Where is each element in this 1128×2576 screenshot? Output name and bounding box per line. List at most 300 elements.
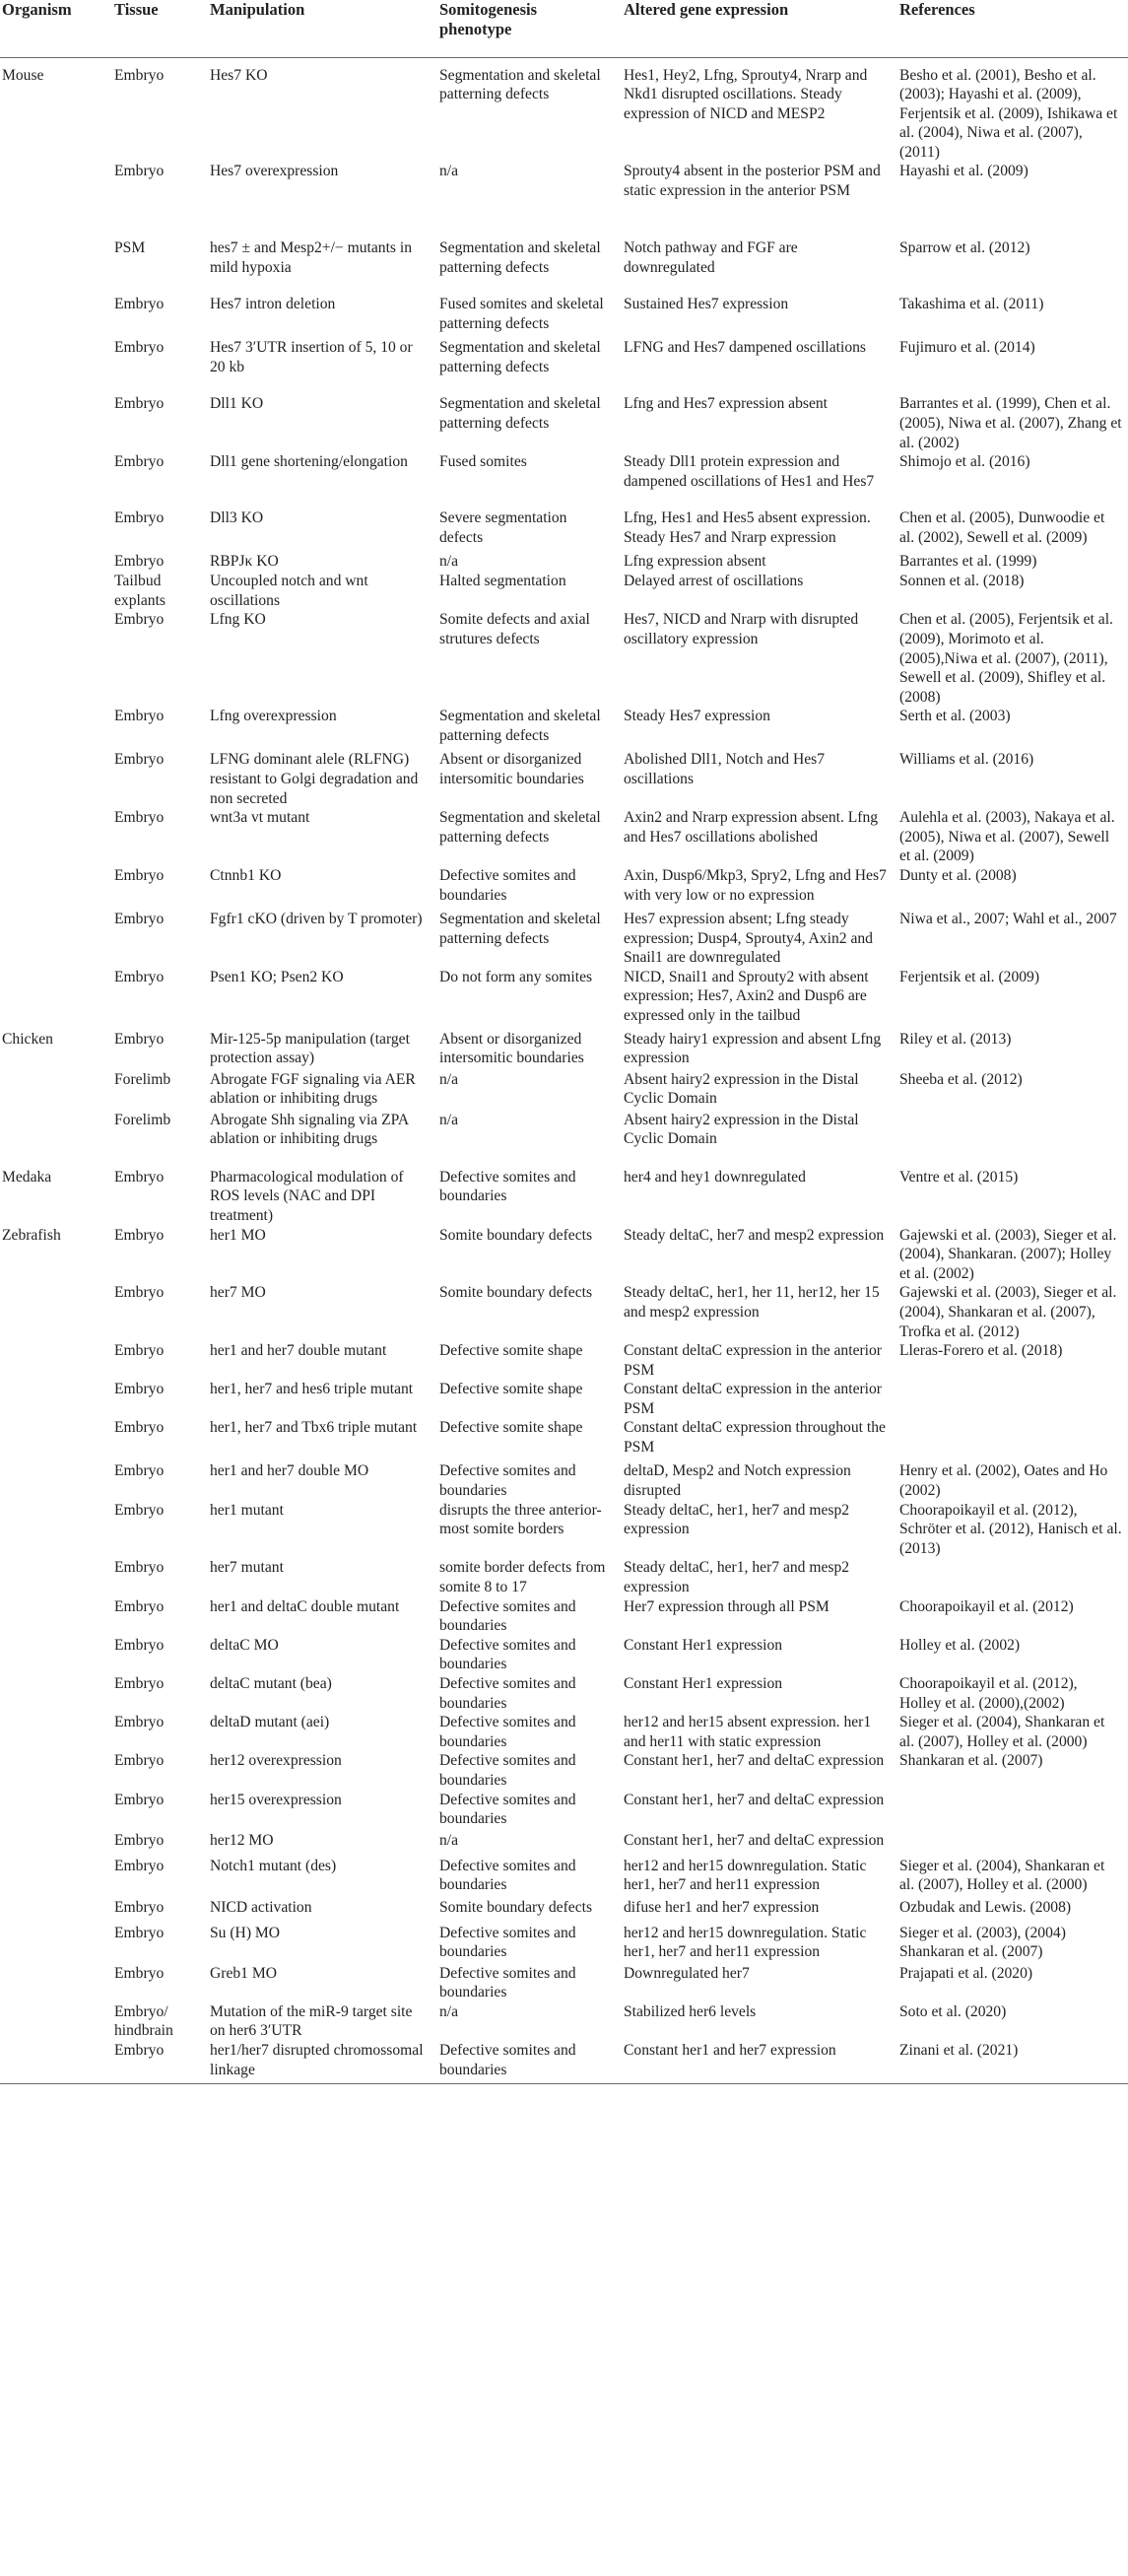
cell-references: Barrantes et al. (1999), Chen et al. (2005), Niwa et al. (2007), Zhang et al. (2002): [899, 395, 1122, 451]
cell-manipulation: her1, her7 and Tbx6 triple mutant: [210, 1419, 418, 1437]
cell-manipulation: her7 MO: [210, 1284, 266, 1302]
cell-manipulation: Dll1 gene shortening/elongation: [210, 453, 408, 471]
cell-references: Fujimuro et al. (2014): [899, 339, 1035, 357]
table-row: [0, 1857, 1128, 1898]
cell-organism: [0, 1341, 108, 1380]
table-row: [0, 1111, 1128, 1168]
cell-tissue: Embryo: [114, 453, 165, 471]
table-row: [0, 866, 1128, 910]
cell-phenotype: Defective somites and boundaries: [439, 1675, 576, 1712]
cell-expression: Steady deltaC, her1, her 11, her12, her 15 and mesp2 expression: [624, 1284, 880, 1321]
cell-expression: Constant Her1 expression: [624, 1675, 783, 1692]
cell-tissue: Embryo: [114, 1226, 165, 1244]
cell-manipulation: Hes7 overexpression: [210, 163, 339, 180]
cell-phenotype: n/a: [439, 1070, 459, 1088]
cell-references: Lleras-Forero et al. (2018): [899, 1342, 1063, 1360]
cell-expression: Axin2 and Nrarp expression absent. Lfng and Hes7 oscillations abolished: [624, 809, 879, 846]
table-row: [0, 1674, 1128, 1713]
table-row: [0, 1380, 1128, 1418]
cell-phenotype: Defective somite shape: [439, 1419, 583, 1437]
table-row: [0, 1791, 1128, 1831]
cell-tissue: Embryo: [114, 1462, 165, 1480]
cell-expression: Sustained Hes7 expression: [624, 296, 789, 313]
table-row: [0, 1713, 1128, 1751]
cell-manipulation: Abrogate FGF signaling via AER ablation or inhibiting drugs: [210, 1070, 416, 1108]
cell-tissue: Embryo: [114, 1168, 165, 1186]
table-row: [0, 1751, 1128, 1790]
cell-manipulation: Greb1 MO: [210, 1964, 277, 1982]
cell-manipulation: deltaD mutant (aei): [210, 1714, 330, 1731]
table-row: [0, 1070, 1128, 1111]
cell-references: Choorapoikayil et al. (2012), Schröter et al. (2012), Hanisch et al. (2013): [899, 1501, 1122, 1557]
cell-expression: Constant deltaC expression throughout the PSM: [624, 1419, 886, 1457]
cell-organism: [0, 1597, 108, 1636]
cell-references: [894, 1418, 1128, 1461]
cell-tissue: Forelimb: [114, 1070, 171, 1088]
table-row: [0, 1924, 1128, 1964]
table-row: [0, 1501, 1128, 1559]
cell-expression: Steady Dll1 protein expression and dampened oscillations of Hes1 and Hes7: [624, 453, 875, 490]
cell-phenotype: Defective somites and boundaries: [439, 1857, 576, 1894]
cell-expression: Downregulated her7: [624, 1964, 750, 1982]
cell-tissue: Embryo: [114, 611, 165, 629]
cell-phenotype: Segmentation and skeletal patterning defects: [439, 809, 601, 846]
cell-expression: Steady deltaC, her1, her7 and mesp2 expression: [624, 1501, 850, 1538]
cell-phenotype: Defective somites and boundaries: [439, 866, 576, 904]
cell-references: Sheeba et al. (2012): [899, 1070, 1023, 1088]
cell-expression: Sprouty4 absent in the posterior PSM and static expression in the anterior PSM: [624, 163, 881, 200]
cell-organism: [0, 1380, 108, 1418]
cell-phenotype: Segmentation and skeletal patterning defects: [439, 708, 601, 744]
table-row: [0, 394, 1128, 452]
cell-tissue: Embryo: [114, 1857, 165, 1874]
cell-expression: her12 and her15 absent expression. her1 and her11 with static expression: [624, 1714, 872, 1750]
cell-references: Shimojo et al. (2016): [899, 453, 1030, 471]
cell-manipulation: Lfng KO: [210, 611, 266, 629]
cell-organism: [0, 866, 108, 910]
cell-manipulation: Lfng overexpression: [210, 708, 337, 725]
header-tissue: Tissue: [108, 0, 204, 57]
cell-manipulation: Abrogate Shh signaling via ZPA ablation or inhibiting drugs: [210, 1111, 409, 1148]
cell-manipulation: her12 overexpression: [210, 1752, 342, 1770]
cell-manipulation: her1 mutant: [210, 1501, 284, 1519]
cell-references: Aulehla et al. (2003), Nakaya et al. (2005), Niwa et al. (2007), Sewell et al. (2009): [899, 809, 1115, 865]
cell-expression: Hes7 expression absent; Lfng steady expression; Dusp4, Sprouty4, Axin2 and Snail1 are downregulated: [624, 910, 873, 967]
cell-tissue: Embryo: [114, 1675, 165, 1692]
cell-organism: [0, 1857, 108, 1898]
cell-references: Zinani et al. (2021): [894, 2041, 1128, 2084]
cell-references: Chen et al. (2005), Ferjentsik et al. (2009), Morimoto et al. (2005),Niwa et al. (2007), (2011), Sewell et al. (2009), Shifley et al. (2008): [899, 611, 1113, 706]
cell-tissue: Embryo: [114, 1559, 165, 1577]
table-row: [0, 572, 1128, 610]
cell-expression: Absent hairy2 expression in the Distal Cyclic Domain: [624, 1070, 859, 1108]
cell-manipulation: Hes7 KO: [210, 66, 268, 84]
cell-organism: [0, 808, 108, 866]
table-row: [0, 1341, 1128, 1380]
cell-organism: Chicken: [2, 1030, 53, 1048]
cell-tissue: Embryo: [114, 1714, 165, 1731]
cell-organism: [0, 968, 108, 1030]
cell-tissue: Tailbud explants: [114, 573, 166, 609]
cell-organism: [0, 394, 108, 452]
cell-expression: her12 and her15 downregulation. Static her1, her7 and her11 expression: [624, 1857, 867, 1894]
cell-tissue: Embryo: [114, 910, 165, 927]
table-row: [0, 238, 1128, 295]
cell-organism: [0, 1751, 108, 1790]
cell-organism: [0, 2002, 108, 2041]
cell-manipulation: her15 overexpression: [210, 1791, 342, 1808]
cell-manipulation: her1 and her7 double mutant: [210, 1342, 387, 1360]
cell-references: [894, 1831, 1128, 1857]
cell-tissue: Embryo: [114, 1419, 165, 1437]
cell-tissue: Embryo: [114, 296, 165, 313]
cell-phenotype: Somite boundary defects: [439, 1226, 593, 1244]
cell-manipulation: Su (H) MO: [210, 1924, 281, 1941]
cell-references: Niwa et al., 2007; Wahl et al., 2007: [899, 910, 1117, 927]
cell-references: Serth et al. (2003): [899, 708, 1011, 725]
cell-tissue: Embryo: [114, 751, 165, 769]
cell-organism: [0, 1964, 108, 2002]
cell-manipulation: deltaC mutant (bea): [210, 1675, 332, 1692]
table-row: [0, 1558, 1128, 1596]
cell-organism: [0, 162, 108, 238]
cell-manipulation: Ctnnb1 KO: [210, 866, 282, 884]
cell-organism: [0, 910, 108, 968]
cell-phenotype: Defective somites and boundaries: [439, 1714, 576, 1750]
cell-phenotype: Defective somites and boundaries: [439, 1462, 576, 1500]
header-manipulation: Manipulation: [204, 0, 433, 57]
table-row: [0, 57, 1128, 162]
cell-manipulation: her1, her7 and hes6 triple mutant: [210, 1381, 414, 1398]
cell-phenotype: n/a: [439, 1831, 459, 1849]
table-row: [0, 750, 1128, 808]
cell-organism: [0, 1418, 108, 1461]
cell-references: Takashima et al. (2011): [899, 296, 1044, 313]
cell-tissue: Embryo: [114, 1381, 165, 1398]
cell-organism: [0, 508, 108, 552]
table-row: [0, 1636, 1128, 1674]
cell-organism: Medaka: [2, 1168, 52, 1186]
cell-expression: Hes7, NICD and Nrarp with disrupted oscillatory expression: [624, 611, 859, 648]
cell-references: Sieger et al. (2004), Shankaran et al. (2007), Holley et al. (2000): [899, 1857, 1105, 1894]
cell-expression: Her7 expression through all PSM: [624, 1597, 829, 1615]
cell-manipulation: wnt3a vt mutant: [210, 809, 310, 827]
cell-manipulation: Fgfr1 cKO (driven by T promoter): [210, 910, 423, 927]
cell-references: Sieger et al. (2003), (2004) Shankaran et al. (2007): [899, 1924, 1066, 1961]
cell-manipulation: Hes7 3′UTR insertion of 5, 10 or 20 kb: [210, 339, 413, 376]
cell-expression: Constant her1 and her7 expression: [618, 2041, 894, 2084]
cell-references: Holley et al. (2002): [899, 1636, 1021, 1654]
cell-tissue: Embryo: [114, 1752, 165, 1770]
cell-references: Sparrow et al. (2012): [899, 239, 1030, 257]
table-row: [0, 1168, 1128, 1226]
table-row: [0, 1831, 1128, 1857]
cell-organism: [0, 1461, 108, 1500]
cell-phenotype: somite border defects from somite 8 to 17: [439, 1559, 606, 1596]
cell-references: Ferjentsik et al. (2009): [899, 968, 1040, 985]
cell-phenotype: Severe segmentation defects: [439, 509, 567, 546]
table-row: [0, 707, 1128, 750]
cell-organism: [0, 1924, 108, 1964]
header-references: References: [894, 0, 1128, 57]
cell-phenotype: Defective somites and boundaries: [439, 1964, 576, 2001]
cell-expression: Constant her1, her7 and deltaC expression: [624, 1791, 885, 1808]
cell-expression: her4 and hey1 downregulated: [624, 1168, 806, 1186]
cell-tissue: Embryo: [114, 553, 165, 571]
cell-organism: Mouse: [2, 66, 44, 84]
cell-organism: [0, 1283, 108, 1341]
cell-phenotype: Segmentation and skeletal patterning defects: [439, 395, 601, 433]
cell-manipulation: Psen1 KO; Psen2 KO: [210, 968, 344, 985]
table-row: [0, 1226, 1128, 1284]
cell-phenotype: Defective somites and boundaries: [439, 1791, 576, 1828]
cell-expression: Abolished Dll1, Notch and Hes7 oscillations: [624, 751, 825, 787]
cell-phenotype: Segmentation and skeletal patterning defects: [439, 910, 601, 947]
cell-organism: [0, 1501, 108, 1559]
cell-tissue: Embryo: [114, 1501, 165, 1519]
cell-phenotype: Defective somites and boundaries: [439, 1597, 576, 1635]
cell-expression: Lfng expression absent: [624, 553, 766, 571]
cell-manipulation: Dll3 KO: [210, 509, 264, 527]
cell-tissue: Embryo: [114, 1284, 165, 1302]
cell-references: Henry et al. (2002), Oates and Ho (2002): [899, 1462, 1108, 1500]
cell-expression: LFNG and Hes7 dampened oscillations: [624, 339, 866, 357]
cell-tissue: Embryo: [114, 1964, 165, 1982]
cell-organism: [0, 452, 108, 508]
cell-expression: Stabilized her6 levels: [624, 2002, 757, 2020]
header-phenotype: Somitogenesis phenotype: [433, 0, 618, 57]
cell-tissue: Embryo: [114, 509, 165, 527]
cell-phenotype: Absent or disorganized intersomitic boundaries: [439, 1030, 584, 1067]
cell-organism: [0, 1636, 108, 1674]
cell-organism: [0, 295, 108, 338]
cell-manipulation: NICD activation: [210, 1898, 312, 1916]
cell-references: Gajewski et al. (2003), Sieger et al. (2004), Shankaran. (2007); Holley et al. (2002): [899, 1226, 1117, 1282]
cell-tissue: Embryo: [114, 1636, 165, 1654]
cell-phenotype: Defective somite shape: [439, 1381, 583, 1398]
cell-phenotype: Fused somites: [439, 453, 527, 471]
cell-phenotype: Halted segmentation: [439, 573, 566, 590]
table-body: [0, 57, 1128, 2084]
cell-expression: deltaD, Mesp2 and Notch expression disrupted: [624, 1462, 851, 1500]
cell-organism: [0, 1713, 108, 1751]
cell-references: [894, 1111, 1128, 1168]
cell-manipulation: Pharmacological modulation of ROS levels (NAC and DPI treatment): [210, 1168, 404, 1224]
cell-references: [894, 1791, 1128, 1831]
cell-tissue: Embryo: [114, 339, 165, 357]
cell-organism: [0, 238, 108, 295]
cell-tissue: Embryo: [114, 1030, 165, 1048]
cell-references: Ozbudak and Lewis. (2008): [899, 1898, 1072, 1916]
cell-expression: Notch pathway and FGF are downregulated: [624, 239, 798, 277]
cell-tissue: Embryo: [114, 1791, 165, 1808]
table-row: [0, 968, 1128, 1030]
cell-phenotype: Defective somites and boundaries: [439, 1924, 576, 1961]
cell-organism: [0, 1791, 108, 1831]
cell-organism: [0, 1674, 108, 1713]
cell-references: [894, 1558, 1128, 1596]
cell-expression: Constant her1, her7 and deltaC expression: [624, 1752, 885, 1770]
cell-phenotype: Absent or disorganized intersomitic boundaries: [439, 751, 584, 787]
cell-expression: Constant her1, her7 and deltaC expression: [624, 1831, 885, 1849]
cell-phenotype: Defective somite shape: [439, 1342, 583, 1360]
table-row: [0, 808, 1128, 866]
table-row: [0, 2041, 1128, 2084]
cell-organism: [0, 572, 108, 610]
cell-phenotype: Defective somites and boundaries: [439, 1168, 576, 1205]
cell-tissue: Embryo: [114, 1342, 165, 1360]
cell-references: Williams et al. (2016): [899, 751, 1034, 769]
header-expression: Altered gene expression: [618, 0, 894, 57]
cell-phenotype: Somite boundary defects: [439, 1284, 593, 1302]
cell-expression: NICD, Snail1 and Sprouty2 with absent expression; Hes7, Axin2 and Dusp6 are expressed only in the tailbud: [624, 968, 869, 1024]
cell-expression: Steady Hes7 expression: [624, 708, 770, 725]
cell-organism: [0, 1898, 108, 1924]
cell-phenotype: Somite defects and axial strutures defects: [439, 611, 590, 648]
cell-manipulation: her1 MO: [210, 1226, 266, 1244]
cell-phenotype: n/a: [439, 2002, 459, 2020]
cell-references: [894, 1380, 1128, 1418]
cell-manipulation: her12 MO: [210, 1831, 274, 1849]
cell-expression: Absent hairy2 expression in the Distal Cyclic Domain: [624, 1111, 859, 1148]
cell-manipulation: her1 and her7 double MO: [210, 1462, 369, 1480]
cell-expression: Constant Her1 expression: [624, 1636, 783, 1654]
cell-organism: [0, 1558, 108, 1596]
cell-tissue: Embryo: [114, 1924, 165, 1941]
table-row: [0, 1898, 1128, 1924]
cell-organism: [0, 1070, 108, 1111]
cell-manipulation: Uncoupled notch and wnt oscillations: [210, 573, 368, 609]
cell-tissue: Forelimb: [114, 1111, 171, 1128]
cell-phenotype: Fused somites and skeletal patterning defects: [439, 296, 604, 333]
cell-tissue: Embryo: [114, 708, 165, 725]
table-row: [0, 1597, 1128, 1636]
cell-manipulation: RBPJκ KO: [210, 553, 279, 571]
cell-organism: [0, 552, 108, 572]
cell-tissue: PSM: [114, 239, 146, 257]
table-row: [0, 295, 1128, 338]
table-row: [0, 910, 1128, 968]
cell-expression: Lfng, Hes1 and Hes5 absent expression. Steady Hes7 and Nrarp expression: [624, 509, 871, 546]
table-row: [0, 1283, 1128, 1341]
cell-phenotype: Somite boundary defects: [439, 1898, 593, 1916]
cell-expression: difuse her1 and her7 expression: [624, 1898, 820, 1916]
cell-tissue: Embryo: [114, 968, 165, 985]
cell-references: Riley et al. (2013): [899, 1030, 1012, 1048]
cell-references: Shankaran et al. (2007): [899, 1752, 1043, 1770]
cell-manipulation: Notch1 mutant (des): [210, 1857, 337, 1874]
cell-tissue: Embryo: [114, 66, 165, 84]
cell-references: Sonnen et al. (2018): [899, 573, 1025, 590]
cell-manipulation: LFNG dominant alele (RLFNG) resistant to Golgi degradation and non secreted: [210, 751, 419, 807]
table-row: [0, 1030, 1128, 1070]
cell-organism: [0, 707, 108, 750]
table-row: [0, 1461, 1128, 1500]
cell-tissue: Embryo: [108, 2041, 204, 2084]
cell-organism: [0, 610, 108, 707]
header-row: [0, 0, 1128, 57]
cell-organism: [0, 750, 108, 808]
cell-organism: [0, 338, 108, 394]
table-row: [0, 1418, 1128, 1461]
cell-references: Prajapati et al. (2020): [899, 1964, 1033, 1982]
table-row: [0, 1964, 1128, 2002]
table-row: [0, 452, 1128, 508]
cell-references: Chen et al. (2005), Dunwoodie et al. (2002), Sewell et al. (2009): [899, 509, 1105, 546]
cell-expression: Hes1, Hey2, Lfng, Sprouty4, Nrarp and Nkd1 disrupted oscillations. Steady expression of NICD and MESP2: [624, 66, 868, 122]
cell-organism: [0, 2041, 108, 2084]
cell-manipulation: Hes7 intron deletion: [210, 296, 336, 313]
cell-expression: Lfng and Hes7 expression absent: [624, 395, 828, 413]
cell-phenotype: Defective somites and boundaries: [439, 1752, 576, 1789]
cell-references: Besho et al. (2001), Besho et al. (2003); Hayashi et al. (2009), Ferjentsik et al. (2009), Ishikawa et al. (2004), Niwa et al. (2007), (2011): [899, 66, 1118, 161]
cell-tissue: Embryo: [114, 866, 165, 884]
table-row: [0, 2002, 1128, 2041]
cell-phenotype: Segmentation and skeletal patterning defects: [439, 339, 601, 376]
cell-phenotype: Defective somites and boundaries: [439, 1636, 576, 1673]
cell-tissue: Embryo: [114, 395, 165, 413]
cell-tissue: Embryo/ hindbrain: [114, 2002, 173, 2040]
cell-expression: Axin, Dusp6/Mkp3, Spry2, Lfng and Hes7 with very low or no expression: [624, 866, 887, 904]
cell-expression: Constant deltaC expression in the anterior PSM: [624, 1342, 883, 1379]
cell-organism: [0, 1831, 108, 1857]
cell-tissue: Embryo: [114, 1898, 165, 1916]
cell-manipulation: Mutation of the miR-9 target site on her6 3′UTR: [210, 2002, 413, 2040]
cell-tissue: Embryo: [114, 1597, 165, 1615]
cell-tissue: Embryo: [114, 809, 165, 827]
table-row: [0, 610, 1128, 707]
header-organism: Organism: [0, 0, 108, 57]
cell-references: Gajewski et al. (2003), Sieger et al. (2004), Shankaran et al. (2007), Trofka et al. (2012): [899, 1284, 1117, 1340]
table-row: [0, 552, 1128, 572]
cell-references: Choorapoikayil et al. (2012): [899, 1597, 1074, 1615]
cell-references: Choorapoikayil et al. (2012), Holley et al. (2000),(2002): [899, 1675, 1078, 1712]
cell-manipulation: her1/her7 disrupted chromossomal linkage: [204, 2041, 433, 2084]
cell-manipulation: her1 and deltaC double mutant: [210, 1597, 400, 1615]
table-row: [0, 508, 1128, 552]
cell-references: Sieger et al. (2004), Shankaran et al. (2007), Holley et al. (2000): [899, 1714, 1105, 1750]
cell-phenotype: n/a: [439, 553, 459, 571]
cell-manipulation: her7 mutant: [210, 1559, 284, 1577]
cell-expression: Steady deltaC, her1, her7 and mesp2 expression: [624, 1559, 850, 1596]
cell-phenotype: n/a: [439, 163, 459, 180]
cell-expression: Constant deltaC expression in the anterior PSM: [624, 1381, 883, 1417]
cell-manipulation: Mir-125-5p manipulation (target protection assay): [210, 1030, 410, 1067]
table-row: [0, 162, 1128, 238]
cell-expression: Delayed arrest of oscillations: [624, 573, 804, 590]
cell-manipulation: Dll1 KO: [210, 395, 264, 413]
cell-organism: [0, 1111, 108, 1168]
cell-phenotype: disrupts the three anterior-most somite borders: [439, 1501, 602, 1538]
cell-phenotype: Do not form any somites: [439, 968, 593, 985]
cell-tissue: Embryo: [114, 163, 165, 180]
cell-expression: Steady deltaC, her7 and mesp2 expression: [624, 1226, 885, 1244]
cell-expression: Steady hairy1 expression and absent Lfng expression: [624, 1030, 882, 1067]
cell-expression: her12 and her15 downregulation. Static her1, her7 and her11 expression: [624, 1924, 867, 1961]
cell-references: Hayashi et al. (2009): [899, 163, 1028, 180]
cell-manipulation: deltaC MO: [210, 1636, 279, 1654]
cell-phenotype: Defective somites and boundaries: [433, 2041, 618, 2084]
cell-references: Ventre et al. (2015): [899, 1168, 1019, 1186]
cell-references: Dunty et al. (2008): [899, 866, 1017, 884]
cell-organism: Zebrafish: [2, 1226, 61, 1244]
table-row: [0, 338, 1128, 394]
cell-phenotype: n/a: [439, 1111, 459, 1128]
cell-phenotype: Segmentation and skeletal patterning defects: [439, 239, 601, 277]
cell-manipulation: hes7 ± and Mesp2+/− mutants in mild hypoxia: [210, 239, 413, 277]
cell-references: Barrantes et al. (1999): [899, 553, 1037, 571]
cell-tissue: Embryo: [114, 1831, 165, 1849]
